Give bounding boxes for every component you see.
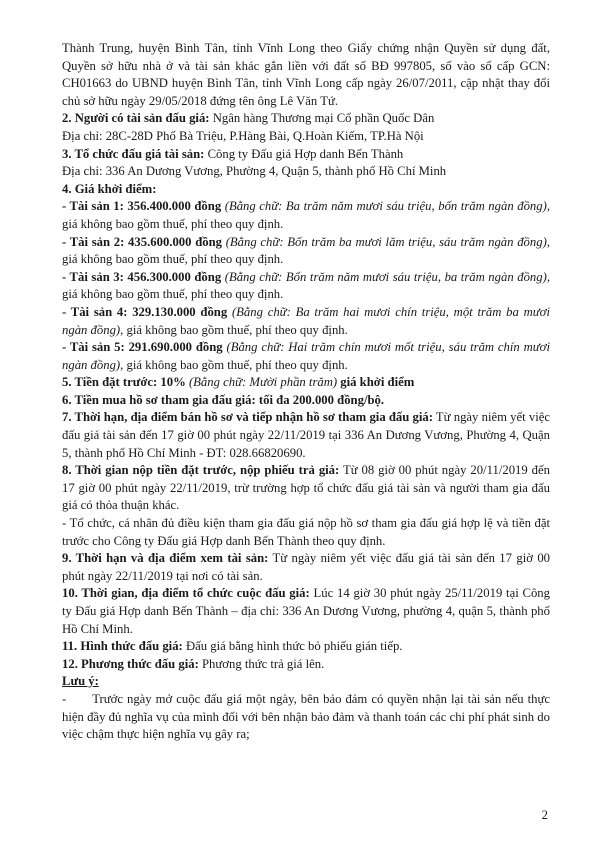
section-3-address: Địa chỉ: 336 An Dương Vương, Phường 4, Quận 5, thành phố Hồ Chí Minh [62, 164, 447, 179]
intro-paragraph: Thành Trung, huyện Bình Tân, tỉnh Vĩnh Long theo Giấy chứng nhận Quyền sử dụng đất, Quyền sở hữu nhà ở và tài sản khác gắn liền với đất số BĐ 997805, số vào sổ cấp GCN: CH01663 do UBND huyện Bình Tân, tỉnh Vĩnh Long cấp ngày 26/07/2011, cập nhật thay đổi chủ sở hữu ngày 29/05/2018 đứng tên ông Lê Văn Tứ. [62, 41, 550, 108]
page-number: 2 [541, 808, 548, 822]
asset-5-price: - Tài sản 5: 291.690.000 đồng [62, 340, 223, 355]
document-body [62, 40, 550, 744]
section-5-words: (Bằng chữ: Mười phần trăm) [185, 375, 338, 390]
asset-2-words: (Bằng chữ: Bốn trăm ba mươi lăm triệu, sáu trăm ngàn đồng) [222, 234, 547, 249]
section-5-tail: giá khởi điểm [337, 375, 415, 390]
asset-4-tail: , giá không bao gồm thuế, phí theo quy định. [120, 322, 348, 337]
note-text: Trước ngày mở cuộc đấu giá một ngày, bên bảo đảm có quyền nhận lại tài sản nếu thực hiện đầy đủ nghĩa vụ của mình đối với bên nhận bảo đảm và thanh toán các chi phí phát sinh do việc chậm thực hiện nghĩa vụ gây ra; [62, 691, 550, 742]
asset-1-tail: , giá không bao gồm thuế, phí theo quy định. [62, 199, 550, 231]
section-2-address: Địa chỉ: 28C-28D Phố Bà Triệu, P.Hàng Bài, Q.Hoàn Kiếm, TP.Hà Nội [62, 128, 424, 143]
section-10 [62, 585, 550, 638]
section-5-label: 5. Tiền đặt trước: 10% [62, 375, 186, 390]
section-2-label: 2. Người có tài sản đấu giá: [62, 111, 210, 126]
asset-5-words: (Bằng chữ: Hai trăm chín mươi mốt triệu, sáu trăm chín mươi ngàn đồng) [62, 340, 550, 372]
asset-4-words: (Bằng chữ: Ba trăm hai mươi chín triệu, một trăm ba mươi ngàn đồng) [62, 304, 550, 337]
section-8 [62, 462, 550, 515]
section-5 [62, 374, 550, 392]
section-12-value: Phương thức trả giá lên. [198, 656, 325, 671]
section-9-value: Từ ngày niêm yết việc đấu giá tài sản đến 17 giờ 00 phút ngày 22/11/2019 tại nơi có tài sản. [62, 551, 551, 583]
section-8-label: 8. Thời gian nộp tiền đặt trước, nộp phiếu trả giá: [62, 463, 340, 478]
section-4-label: 4. Giá khởi điểm: [62, 181, 157, 196]
section-10-value: Lúc 14 giờ 30 phút ngày 25/11/2019 tại Công ty Đấu giá Hợp danh Bến Thành – địa chỉ: 336 An Dương Vương, phường 4, quận 5, thành phố Hồ Chí Minh. [62, 586, 550, 636]
section-9-label: 9. Thời hạn và địa điểm xem tài sản: [62, 551, 269, 566]
section-3-value: Công ty Đấu giá Hợp danh Bến Thành [204, 146, 404, 161]
section-10-label: 10. Thời gian, địa điểm tổ chức cuộc đấu giá: [62, 586, 310, 601]
asset-2-price: - Tài sản 2: 435.600.000 đồng [62, 234, 222, 249]
section-9 [62, 550, 550, 585]
section-7-label: 7. Thời hạn, địa điểm bán hồ sơ và tiếp nhận hồ sơ tham gia đấu giá: [62, 410, 433, 425]
section-11 [62, 638, 550, 656]
section-8-note: - Tổ chức, cá nhân đủ điều kiện tham gia đấu giá nộp hồ sơ tham gia đấu giá hợp lệ và tiền đặt trước cho Công ty Đấu giá Hợp danh Bến Thành theo quy định. [62, 516, 550, 548]
asset-5 [62, 339, 550, 374]
section-3-label: 3. Tổ chức đấu giá tài sản: [62, 146, 205, 161]
section-6: 6. Tiền mua hồ sơ tham gia đấu giá: tối đa 200.000 đồng/bộ. [62, 392, 385, 407]
asset-2-tail: , giá không bao gồm thuế, phí theo quy định. [62, 234, 550, 267]
section-11-label: 11. Hình thức đấu giá: [62, 639, 183, 654]
asset-5-tail: , giá không bao gồm thuế, phí theo quy định. [120, 357, 348, 372]
section-3 [62, 146, 550, 164]
asset-4-price: - Tài sản 4: 329.130.000 đồng [62, 304, 228, 319]
section-7 [62, 409, 550, 462]
asset-3-tail: , giá không bao gồm thuế, phí theo quy định. [62, 269, 550, 302]
section-11-value: Đấu giá bằng hình thức bỏ phiếu gián tiếp. [182, 639, 403, 654]
asset-1-words: (Bằng chữ: Ba trăm năm mươi sáu triệu, bốn trăm ngàn đồng) [221, 199, 547, 214]
section-8-value: Từ 08 giờ 00 phút ngày 20/11/2019 đến 17 giờ 00 phút ngày 22/11/2019, trừ trường hợp tổ chức đấu giá tài sản và người tham gia đấu giá có thỏa thuận khác. [62, 463, 550, 513]
section-2-value: Ngân hàng Thương mại Cổ phần Quốc Dân [209, 111, 435, 126]
note-label: Lưu ý: [62, 674, 99, 689]
section-7-value: Từ ngày niêm yết việc đấu giá tài sản đến 17 giờ 00 phút ngày 22/11/2019 tại 336 An Dương Vương, Phường 4, Quận 5, thành phố Hồ Chí Minh - ĐT: 028.66820690. [62, 410, 550, 460]
section-12-label: 12. Phương thức đấu giá: [62, 656, 199, 671]
asset-3-price: - Tài sản 3: 456.300.000 đồng [62, 269, 222, 284]
asset-1 [62, 198, 550, 233]
asset-2 [62, 234, 550, 269]
note-bullet: - [62, 691, 67, 706]
asset-4 [62, 304, 550, 339]
note-paragraph [62, 691, 550, 744]
section-2 [62, 110, 550, 128]
asset-3 [62, 269, 550, 304]
section-12 [62, 656, 550, 674]
asset-1-price: - Tài sản 1: 356.400.000 đồng [62, 199, 222, 214]
asset-3-words: (Bằng chữ: Bốn trăm năm mươi sáu triệu, ba trăm ngàn đồng) [221, 269, 547, 284]
